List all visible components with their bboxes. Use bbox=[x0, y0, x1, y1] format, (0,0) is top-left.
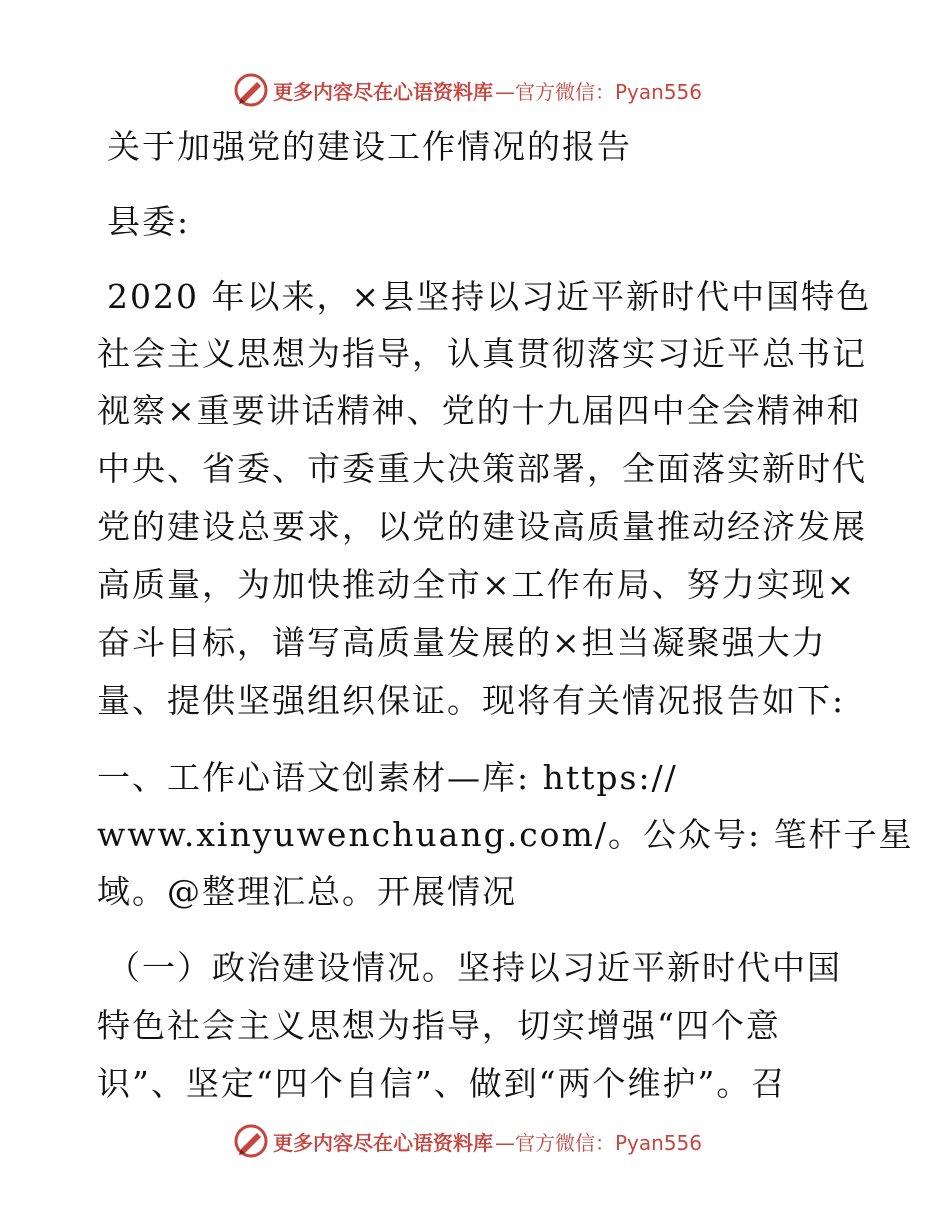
watermark-contact-text: —官方微信：Pyan556 bbox=[495, 1130, 703, 1155]
section-heading-line: www.xinyuwenchuang.com/。公众号: 笔杆子星 bbox=[97, 815, 914, 854]
paragraph-line: 党的建设总要求，以党的建设高质量推动经济发展 bbox=[97, 507, 867, 546]
paragraph-line: （一）政治建设情况。坚持以习近平新时代中国 bbox=[107, 948, 842, 987]
watermark-footer bbox=[233, 1121, 702, 1161]
pen-logo-icon bbox=[233, 1123, 269, 1159]
paragraph-line: 高质量，为加快推动全市×工作布局、努力实现× bbox=[97, 565, 857, 604]
salutation: 县委: bbox=[107, 202, 191, 241]
paragraph-line: 奋斗目标，谱写高质量发展的×担当凝聚强大力 bbox=[97, 623, 827, 662]
paragraph-line: 特色社会主义思想为指导，切实增强“四个意 bbox=[97, 1006, 781, 1045]
watermark-contact-text: —官方微信：Pyan556 bbox=[495, 79, 703, 104]
watermark-main-text: 更多内容尽在心语资料库 bbox=[273, 1130, 493, 1155]
pen-logo-icon bbox=[233, 72, 269, 108]
paragraph-line: 量、提供坚强组织保证。现将有关情况报告如下: bbox=[97, 681, 846, 720]
document-title: 关于加强党的建设工作情况的报告 bbox=[107, 127, 632, 166]
watermark-main-text: 更多内容尽在心语资料库 bbox=[273, 79, 493, 104]
section-heading-line: 一、工作心语文创素材—库: https:// bbox=[97, 758, 678, 797]
paragraph-line: 识”、坚定“四个自信”、做到“两个维护”。召 bbox=[97, 1064, 787, 1103]
paragraph-line: 视察×重要讲话精神、党的十九届四中全会精神和 bbox=[97, 391, 862, 430]
section-heading-line: 域。@整理汇总。开展情况 bbox=[97, 872, 517, 911]
paragraph-line: 中央、省委、市委重大决策部署，全面落实新时代 bbox=[97, 449, 867, 488]
paragraph-line: 2020 年以来，×县坚持以习近平新时代中国特色 bbox=[107, 277, 872, 316]
watermark-header bbox=[233, 70, 702, 110]
paragraph-line: 社会主义思想为指导，认真贯彻落实习近平总书记 bbox=[97, 334, 867, 373]
